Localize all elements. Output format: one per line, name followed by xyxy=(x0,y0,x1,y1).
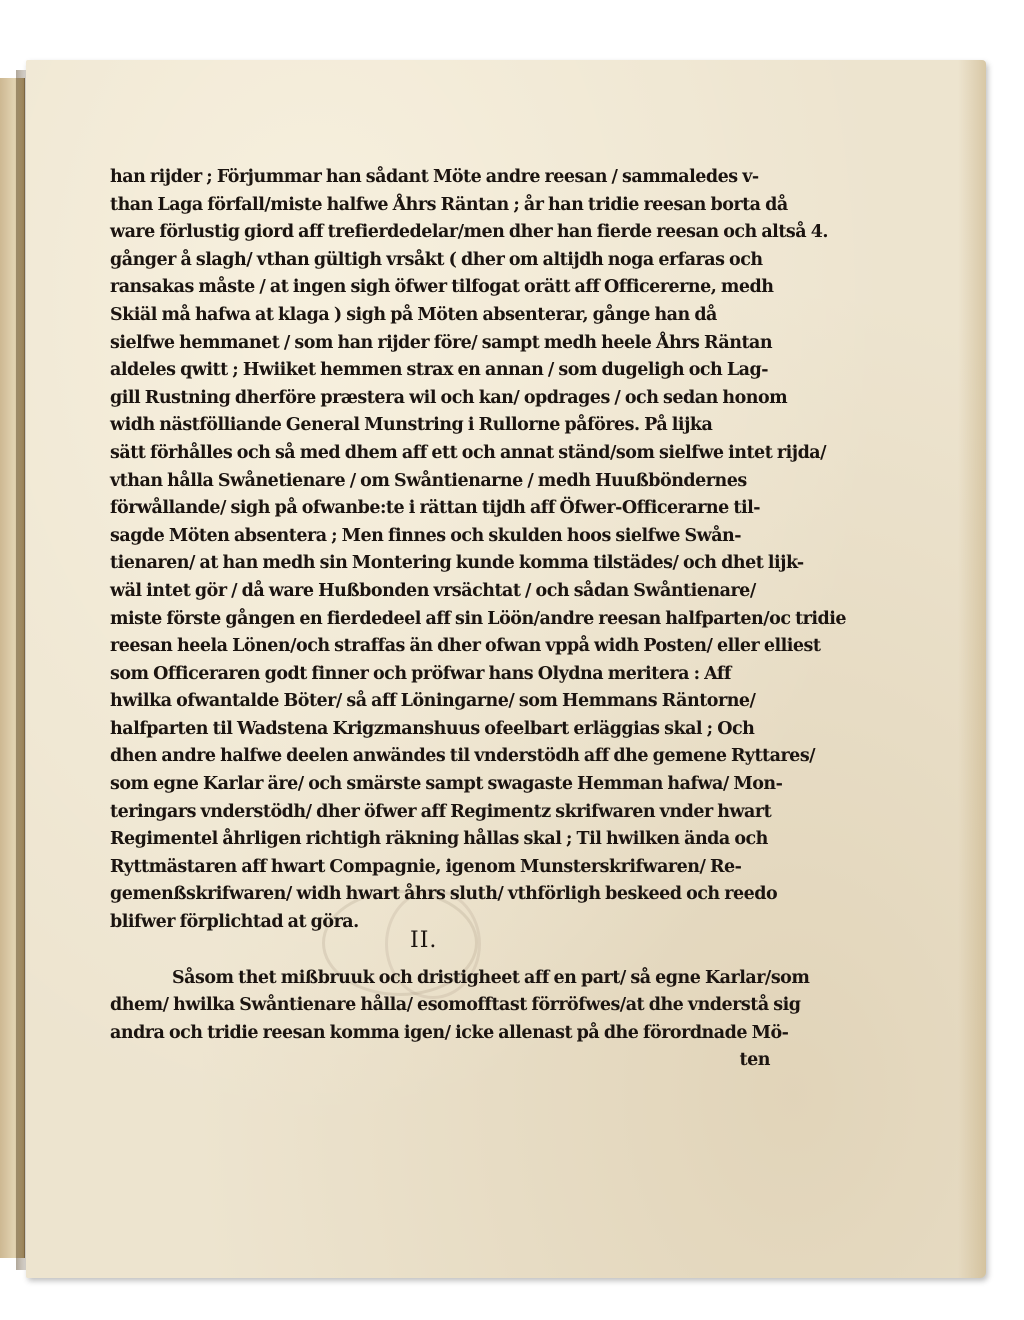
text-line: aldeles qwitt ; Hwiiket hemmen strax en annan / som dugeligh och Lag- xyxy=(110,360,769,381)
text-line: Regimentel åhrligen richtigh räkning hållas skal ; Til hwilken ända och xyxy=(110,829,768,850)
text-line: förwållande/ sigh på ofwanbe:te i rättan tijdh aff Öfwer-Officerarne til- xyxy=(110,498,761,519)
text-line: sätt förhålles och så med dhem aff ett och annat ständ/som sielfwe intet rijda/ xyxy=(110,442,827,463)
text-line: reesan heela Lönen/och straffas än dher ofwan vppå widh Posten/ eller elliest xyxy=(110,636,821,657)
text-line: wäl intet gör / då ware Hußbonden vrsächtat / och sådan Swåntienare/ xyxy=(110,580,756,601)
text-line: miste förste gången en fierdedeel aff sin Löön/andre reesan halfparten/oc tridie xyxy=(110,608,847,629)
section-number: II. xyxy=(410,928,438,953)
body-text xyxy=(110,164,847,1075)
text-line: gill Rustning dherföre præstera wil och kan/ opdrages / och sedan honom xyxy=(110,387,788,408)
text-line: than Laga förfall/miste halfwe Åhrs Räntan ; år han tridie reesan borta då xyxy=(110,194,788,215)
catchword: ten xyxy=(739,1050,770,1071)
text-line: gemenßskrifwaren/ widh hwart åhrs sluth/ vthförligh beskeed och reedo xyxy=(110,884,778,905)
text-line: Ryttmästaren aff hwart Compagnie, igenom Munsterskrifwaren/ Re- xyxy=(110,856,742,877)
text-line: som egne Karlar äre/ och smärste sampt swagaste Hemman hafwa/ Mon- xyxy=(110,774,783,795)
section-text-line: Såsom thet mißbruuk och dristigheet aff en part/ så egne Karlar/som xyxy=(172,967,810,988)
text-line: han rijder ; Förjummar han sådant Möte andre reesan / sammaledes v- xyxy=(110,167,759,187)
section-gap xyxy=(110,937,770,965)
text-line: dhen andre halfwe deelen anwändes til vnderstödh aff dhe gemene Ryttares/ xyxy=(110,746,816,767)
text-line: halfparten til Wadstena Krigzmanshuus ofeelbart erläggias skal ; Och xyxy=(110,718,755,739)
text-line: sielfwe hemmanet / som han rijder före/ sampt medh heele Åhrs Räntan xyxy=(110,332,773,353)
text-line: widh nästfölliande General Munstring i Rullorne påföres. På lijka xyxy=(110,415,713,436)
text-line: ware förlustig giord aff trefierdedelar/men dher han fierde reesan och altså 4. xyxy=(110,222,828,243)
page xyxy=(26,60,986,1278)
text-line: tienaren/ at han medh sin Montering kunde komma tilstädes/ och dhet lijk- xyxy=(110,553,804,574)
text-line: sagde Möten absentera ; Men finnes och skulden hoos sielfwe Swån- xyxy=(110,525,742,546)
text-line: Skiäl må hafwa at klaga ) sigh på Möten absenterar, gånge han då xyxy=(110,304,717,325)
text-line: ransakas måste / at ingen sigh öfwer tilfogat orätt aff Officererne, medh xyxy=(110,277,774,298)
section-text-line: dhem/ hwilka Swåntienare hålla/ esomofftast förröfwes/at dhe vnderstå sig xyxy=(110,995,801,1016)
text-line: vthan hålla Swånetienare / om Swåntienarne / medh Huußböndernes xyxy=(110,470,747,491)
section-text-line: andra och tridie reesan komma igen/ icke allenast på dhe förordnade Mö- xyxy=(110,1022,789,1043)
text-line: gånger å slagh/ vthan gültigh vrsåkt ( dher om altijdh noga erfaras och xyxy=(110,249,763,270)
text-line: teringars vnderstödh/ dher öfwer aff Regimentz skrifwaren vnder hwart xyxy=(110,801,772,822)
text-line: blifwer förplichtad at göra. xyxy=(110,912,359,933)
text-line: hwilka ofwantalde Böter/ så aff Löningarne/ som Hemmans Räntorne/ xyxy=(110,691,756,712)
text-line: som Officeraren godt finner och pröfwar hans Olydna meritera : Aff xyxy=(110,663,731,684)
